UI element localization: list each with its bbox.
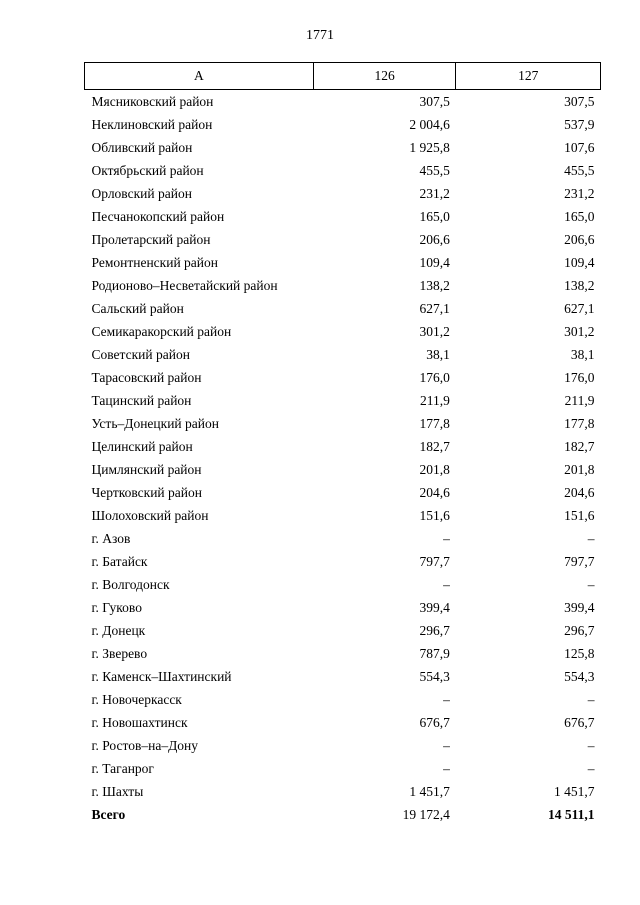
- row-name-cell: г. Ростов–на–Дону: [91, 737, 199, 753]
- table-row: [85, 412, 601, 435]
- row-value-126-cell: –: [443, 691, 450, 707]
- row-value-127-cell: 211,9: [564, 392, 595, 408]
- row-name-cell: Ремонтненский район: [91, 254, 218, 270]
- row-value-127-cell: 554,3: [564, 668, 595, 684]
- table-row: [85, 205, 601, 228]
- row-value-127-cell: –: [587, 576, 595, 592]
- table-row: [85, 366, 601, 389]
- row-name-cell: г. Батайск: [91, 553, 148, 569]
- row-name-cell: г. Волгодонск: [91, 576, 170, 592]
- row-name-cell: г. Таганрог: [91, 760, 154, 776]
- row-value-127-cell: 676,7: [564, 714, 595, 730]
- row-value-127-cell: –: [587, 760, 595, 776]
- table-row: [85, 688, 601, 711]
- total-row: [85, 803, 601, 826]
- header-col-127: 127: [456, 63, 601, 90]
- row-name-cell: Пролетарский район: [91, 231, 211, 247]
- table-row: [85, 573, 601, 596]
- table-row: [85, 274, 601, 297]
- row-value-126-cell: 307,5: [419, 93, 450, 109]
- row-value-126-cell: 19 172,4: [402, 806, 450, 822]
- row-value-127-cell: 151,6: [564, 507, 595, 523]
- row-value-126-cell: 231,2: [419, 185, 450, 201]
- row-value-127-cell: 627,1: [564, 300, 595, 316]
- row-value-127-cell: 537,9: [564, 116, 595, 132]
- table-row: [85, 251, 601, 274]
- row-value-127-cell: 307,5: [564, 93, 595, 109]
- page-number: 1771: [306, 28, 334, 43]
- row-value-127-cell: 14 511,1: [547, 806, 595, 822]
- row-value-127-cell: 201,8: [564, 461, 595, 477]
- row-value-127-cell: 38,1: [570, 346, 595, 362]
- row-value-127-cell: –: [587, 530, 595, 546]
- row-value-127-cell: 301,2: [564, 323, 595, 339]
- row-value-127-cell: –: [587, 691, 595, 707]
- row-value-127-cell: 176,0: [564, 369, 595, 385]
- row-value-126-cell: 296,7: [419, 622, 450, 638]
- row-name-cell: Усть–Донецкий район: [91, 415, 219, 431]
- row-name-cell: Орловский район: [91, 185, 192, 201]
- table-row: [85, 757, 601, 780]
- budget-table: [84, 62, 601, 826]
- table-row: [85, 182, 601, 205]
- row-value-126-cell: 151,6: [419, 507, 450, 523]
- row-value-127-cell: 206,6: [564, 231, 595, 247]
- table-row: [85, 550, 601, 573]
- row-name-cell: г. Новочеркасск: [91, 691, 182, 707]
- row-value-126-cell: 182,7: [419, 438, 450, 454]
- table-body: [85, 90, 601, 827]
- row-name-cell: Песчанокопский район: [91, 208, 225, 224]
- row-name-cell: Цимлянский район: [91, 461, 202, 477]
- row-value-127-cell: 109,4: [564, 254, 595, 270]
- row-value-126-cell: 176,0: [419, 369, 450, 385]
- table-header: [85, 63, 601, 90]
- row-value-126-cell: 399,4: [419, 599, 450, 615]
- table-row: [85, 665, 601, 688]
- table-row: [85, 136, 601, 159]
- header-row: [85, 63, 601, 90]
- row-value-126-cell: 201,8: [419, 461, 450, 477]
- row-value-126-cell: –: [443, 760, 450, 776]
- header-col-a: А: [85, 63, 314, 90]
- row-value-127-cell: 177,8: [564, 415, 595, 431]
- row-value-127-cell: 138,2: [564, 277, 595, 293]
- table-row: [85, 90, 601, 114]
- table-row: [85, 343, 601, 366]
- row-value-127-cell: 797,7: [564, 553, 595, 569]
- row-value-126-cell: 165,0: [419, 208, 450, 224]
- row-name-cell: г. Каменск–Шахтинский: [91, 668, 232, 684]
- row-name-cell: Сальский район: [91, 300, 184, 316]
- row-name-cell: Неклиновский район: [91, 116, 213, 132]
- row-name-cell: Семикаракорский район: [91, 323, 232, 339]
- row-value-126-cell: 206,6: [419, 231, 450, 247]
- table-row: [85, 619, 601, 642]
- row-value-126-cell: 627,1: [419, 300, 450, 316]
- row-value-126-cell: 797,7: [419, 553, 450, 569]
- row-value-126-cell: –: [443, 530, 450, 546]
- row-value-126-cell: 455,5: [419, 162, 450, 178]
- row-name-cell: г. Донецк: [91, 622, 146, 638]
- table-row: [85, 711, 601, 734]
- table-row: [85, 228, 601, 251]
- table-row: [85, 297, 601, 320]
- table-row: [85, 458, 601, 481]
- row-value-127-cell: 231,2: [564, 185, 595, 201]
- table-row: [85, 527, 601, 550]
- row-value-126-cell: 204,6: [419, 484, 450, 500]
- table-row: [85, 113, 601, 136]
- row-name-cell: Советский район: [91, 346, 190, 362]
- row-value-126-cell: 177,8: [419, 415, 450, 431]
- table-row: [85, 642, 601, 665]
- table-row: [85, 159, 601, 182]
- table-row: [85, 780, 601, 803]
- row-value-126-cell: 211,9: [420, 392, 450, 408]
- table-row: [85, 389, 601, 412]
- row-value-126-cell: 554,3: [419, 668, 450, 684]
- row-name-cell: г. Новошахтинск: [91, 714, 188, 730]
- row-value-126-cell: 787,9: [419, 645, 450, 661]
- row-name-cell: Чертковский район: [91, 484, 202, 500]
- row-value-126-cell: 301,2: [419, 323, 450, 339]
- row-value-126-cell: 1 451,7: [409, 783, 450, 799]
- table-row: [85, 734, 601, 757]
- row-name-cell: Тацинский район: [91, 392, 192, 408]
- row-name-cell: г. Зверево: [91, 645, 148, 661]
- row-value-127-cell: 125,8: [564, 645, 595, 661]
- row-value-127-cell: 1 451,7: [554, 783, 595, 799]
- row-value-127-cell: 399,4: [564, 599, 595, 615]
- row-value-126-cell: 138,2: [419, 277, 450, 293]
- table-row: [85, 481, 601, 504]
- table-row: [85, 435, 601, 458]
- header-col-126: 126: [313, 63, 456, 90]
- row-value-127-cell: 107,6: [564, 139, 595, 155]
- table-row: [85, 504, 601, 527]
- row-value-127-cell: 455,5: [564, 162, 595, 178]
- row-name-cell: Обливский район: [91, 139, 193, 155]
- row-value-126-cell: 676,7: [419, 714, 450, 730]
- table-row: [85, 596, 601, 619]
- row-name-cell: Октябрьский район: [91, 162, 204, 178]
- row-name-cell: Тарасовский район: [91, 369, 202, 385]
- row-value-126-cell: 2 004,6: [409, 116, 450, 132]
- row-name-cell: Шолоховский район: [91, 507, 209, 523]
- table-row: [85, 320, 601, 343]
- row-value-127-cell: 165,0: [564, 208, 595, 224]
- row-name-cell: Родионово–Несветайский район: [91, 277, 278, 293]
- row-value-126-cell: –: [443, 737, 450, 753]
- row-name-cell: г. Азов: [91, 530, 131, 546]
- row-value-127-cell: –: [587, 737, 595, 753]
- row-name-cell: Всего: [91, 806, 126, 822]
- row-value-127-cell: 182,7: [564, 438, 595, 454]
- row-value-126-cell: –: [443, 576, 450, 592]
- row-name-cell: Мясниковский район: [91, 93, 214, 109]
- row-value-127-cell: 296,7: [564, 622, 595, 638]
- row-value-126-cell: 109,4: [419, 254, 450, 270]
- row-value-126-cell: 1 925,8: [409, 139, 450, 155]
- row-value-126-cell: 38,1: [426, 346, 450, 362]
- row-name-cell: г. Шахты: [91, 783, 144, 799]
- row-name-cell: Целинский район: [91, 438, 193, 454]
- row-value-127-cell: 204,6: [564, 484, 595, 500]
- row-name-cell: г. Гуково: [91, 599, 142, 615]
